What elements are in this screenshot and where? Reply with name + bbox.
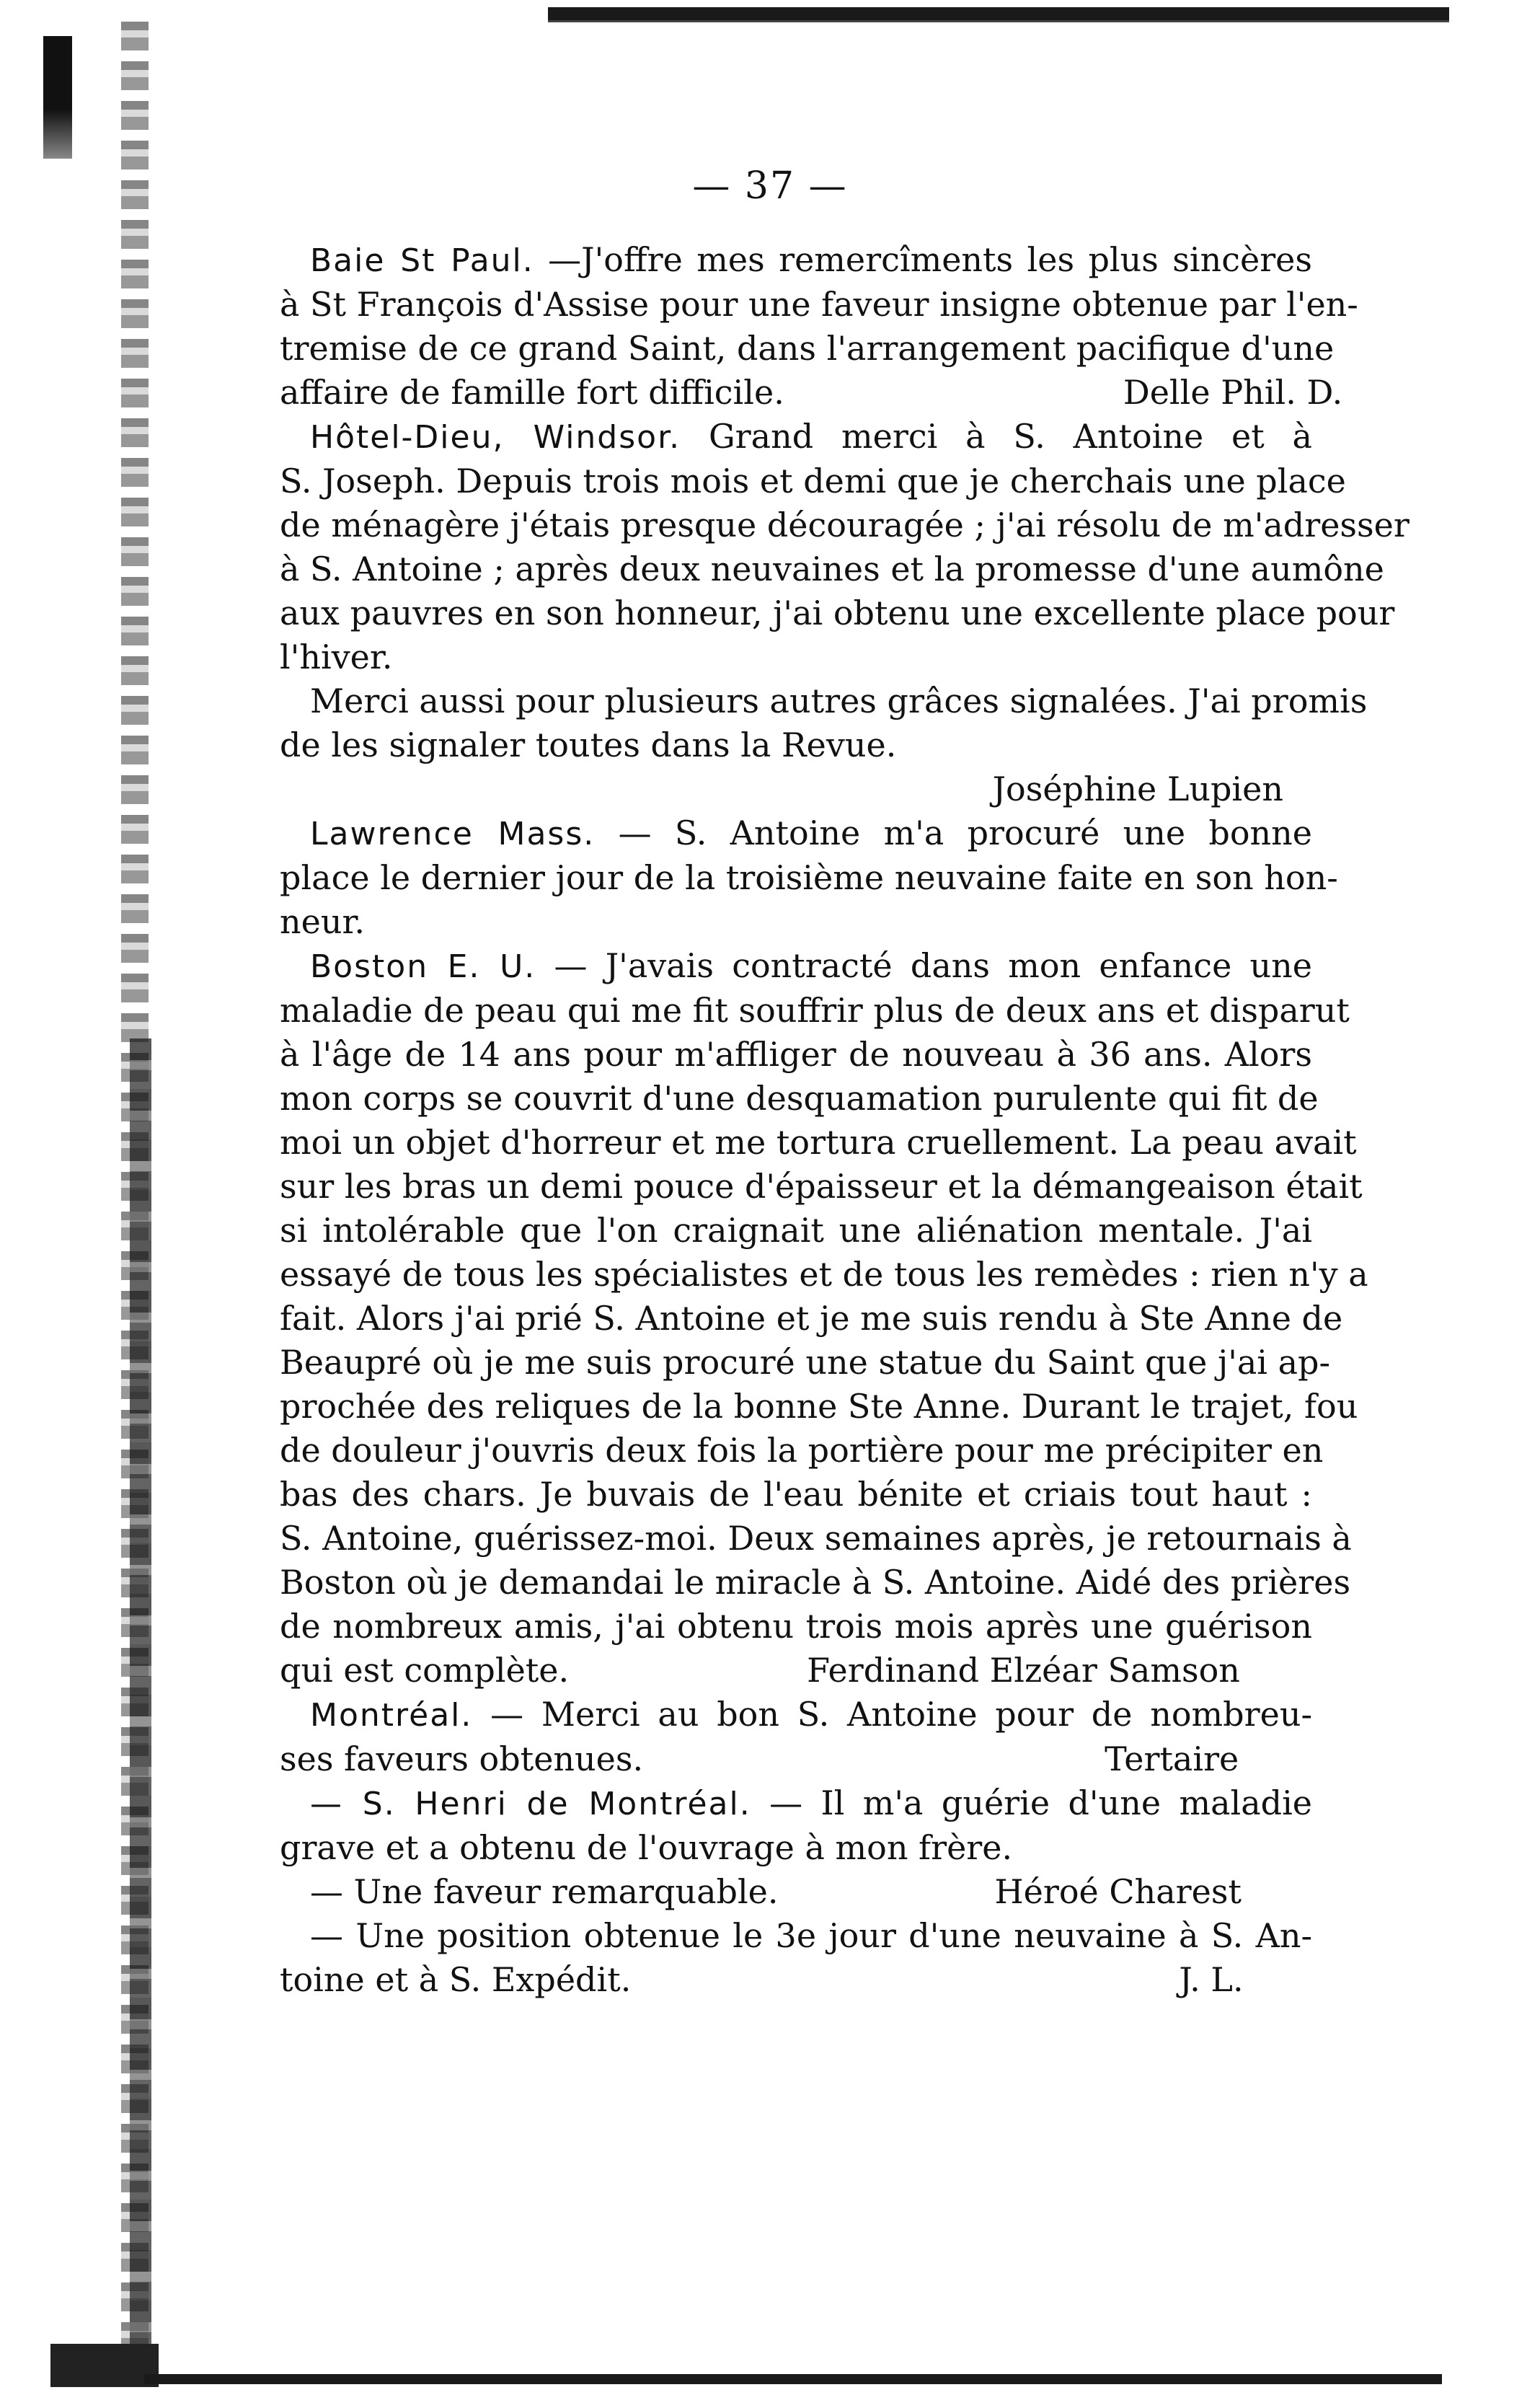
entry-s-henri-de-montreal — [280, 1781, 1312, 1870]
text-line: grave et a obtenu de l'ouvrage à mon frère. — [280, 1828, 1013, 1867]
text-line: Beaupré où je me suis procuré une statue du Saint que j'ai ap- — [280, 1343, 1331, 1382]
place-heading: Montréal. — [310, 1697, 473, 1734]
text-line: Merci aussi pour plusieurs autres grâces signalées. J'ai promis — [310, 682, 1368, 720]
text-line: Boston E. U. — J'avais contracté dans mon enfance une — [310, 946, 1313, 985]
text-line: fait. Alors j'ai prié S. Antoine et je me suis rendu à Ste Anne de — [280, 1299, 1343, 1338]
text-line: aux pauvres en son honneur, j'ai obtenu une excellente place pour — [280, 594, 1395, 632]
text-line: mon corps se couvrit d'une desquamation purulente qui fit de — [280, 1079, 1319, 1118]
top-border-thin-rule — [548, 20, 1449, 22]
text-line: moi un objet d'horreur et me tortura cruellement. La peau avait — [280, 1123, 1357, 1162]
top-border-rule — [548, 7, 1449, 20]
signature: Joséphine Lupien — [992, 769, 1283, 808]
text-line: Hôtel-Dieu, Windsor. Grand merci à S. Antoine et à — [310, 417, 1312, 456]
place-heading: Baie St Paul. — [310, 242, 534, 279]
place-heading: — S. Henri de Montréal. — [310, 1786, 751, 1822]
bottom-border-rule — [144, 2374, 1442, 2384]
entry-montreal — [280, 1693, 1312, 1781]
text-line: — S. Henri de Montréal. — Il m'a guérie d'une maladie — [310, 1783, 1313, 1822]
entry-position-obtenue — [280, 1914, 1312, 2002]
text-line: si intolérable que l'on craignait une aliénation mentale. J'ai — [280, 1211, 1312, 1250]
place-heading: Boston E. U. — [310, 948, 536, 985]
text-line: Lawrence Mass. — S. Antoine m'a procuré une bonne — [310, 813, 1312, 852]
text-line: Baie St Paul. —J'offre mes remercîments les plus sincères — [310, 240, 1313, 279]
entry-boston — [280, 944, 1368, 1693]
text-line: place le dernier jour de la troisième neuvaine faite en son hon- — [280, 858, 1338, 897]
entry-faveur-remarquable — [280, 1870, 1312, 1914]
text-line: de douleur j'ouvris deux fois la portière pour me précipiter en — [280, 1431, 1324, 1470]
text-line: tremise de ce grand Saint, dans l'arrangement pacifique d'une — [280, 329, 1335, 368]
scan-bottom-corner — [50, 2344, 159, 2387]
text-line: sur les bras un demi pouce d'épaisseur et la démangeaison était — [280, 1167, 1363, 1206]
text-line: S. Antoine, guérissez-moi. Deux semaines après, je retournais à — [280, 1519, 1352, 1558]
signature: Tertaire — [1105, 1739, 1239, 1778]
page-body — [280, 238, 1410, 2002]
text-line: bas des chars. Je buvais de l'eau bénite et criais tout haut : — [280, 1475, 1312, 1514]
text-line: toine et à S. Expédit. J. L. — [280, 1960, 1244, 1999]
text-line: de les signaler toutes dans la Revue. — [280, 725, 897, 764]
scan-left-edge-dark — [130, 1038, 151, 2358]
text-line: l'hiver. — [280, 638, 393, 676]
signature: Delle Phil. D. — [1123, 373, 1343, 412]
place-heading: Lawrence Mass. — [310, 816, 596, 852]
text-line: prochée des reliques de la bonne Ste Anne. Durant le trajet, fou — [280, 1387, 1358, 1426]
text-line: Montréal. — Merci au bon S. Antoine pour de nombreu- — [310, 1695, 1312, 1734]
text-line: maladie de peau qui me fit souffrir plus de deux ans et disparut — [280, 991, 1350, 1030]
text-line: — Une faveur remarquable. Héroé Charest — [310, 1872, 1242, 1911]
text-line: de nombreux amis, j'ai obtenu trois mois après une guérison — [280, 1607, 1312, 1646]
text-line: essayé de tous les spécialistes et de tous les remèdes : rien n'y a — [280, 1255, 1368, 1294]
text-line: — Une position obtenue le 3e jour d'une neuvaine à S. An- — [310, 1916, 1312, 1955]
text-line: ses faveurs obtenues. Tertaire — [280, 1739, 1239, 1778]
text-line: S. Joseph. Depuis trois mois et demi que je cherchais une place — [280, 462, 1346, 500]
entry-baie-st-paul — [280, 238, 1358, 415]
place-heading: Hôtel-Dieu, Windsor. — [310, 419, 681, 456]
entry-lawrence-mass — [280, 811, 1338, 944]
entry-hotel-dieu-windsor — [280, 415, 1410, 679]
signature: Ferdinand Elzéar Samson — [807, 1651, 1240, 1690]
text-line: à S. Antoine ; après deux neuvaines et la promesse d'une aumône — [280, 550, 1384, 588]
text-line: neur. — [280, 902, 366, 941]
text-line: qui est complète. Ferdinand Elzéar Samson — [280, 1651, 1240, 1690]
text-line: à St François d'Assise pour une faveur insigne obtenue par l'en- — [280, 285, 1358, 324]
signature: J. L. — [1179, 1960, 1244, 1999]
text-line: à l'âge de 14 ans pour m'affliger de nouveau à 36 ans. Alors — [280, 1035, 1312, 1074]
page-number: — 37 — — [692, 164, 848, 208]
text-line: Boston où je demandai le miracle à S. Antoine. Aidé des prières — [280, 1563, 1351, 1602]
entry-merci-aussi — [280, 679, 1368, 811]
text-line: de ménagère j'étais presque découragée ; j'ai résolu de m'adresser — [280, 506, 1410, 544]
scan-corner-mark — [43, 36, 72, 159]
text-line: affaire de famille fort difficile. Delle Phil. D. — [280, 373, 1343, 412]
signature: Héroé Charest — [994, 1872, 1242, 1911]
